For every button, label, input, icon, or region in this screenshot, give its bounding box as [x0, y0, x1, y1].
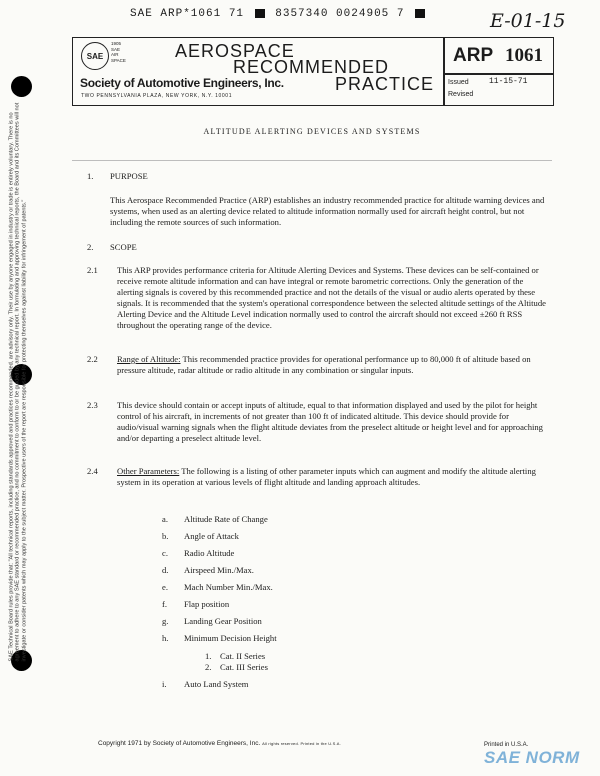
arp-code: ARP: [453, 45, 494, 66]
document-title: ALTITUDE ALERTING DEVICES AND SYSTEMS: [203, 127, 421, 136]
document-code-middle: 8357340 0024905 7: [275, 8, 405, 20]
list-item-text: Airspeed Min./Max.: [184, 565, 254, 575]
header-title-line1: AEROSPACE: [175, 41, 295, 61]
revised-label: Revised: [448, 91, 474, 98]
punch-hole-icon: [11, 76, 32, 97]
barcode-block-icon: [415, 9, 425, 18]
list-item-letter: i.: [162, 679, 167, 689]
section-number: 2.4: [87, 466, 98, 476]
section-paragraph: [117, 466, 549, 488]
list-item-letter: c.: [162, 548, 168, 558]
header-box: [72, 37, 554, 106]
header-title-line3: PRACTICE: [335, 74, 435, 94]
header-divider: [443, 73, 553, 75]
list-item-text: Minimum Decision Height: [184, 633, 277, 643]
issued-date: 11-15-71: [489, 77, 528, 86]
list-item-text: Angle of Attack: [184, 531, 239, 541]
paragraph-text: This recommended practice provides for operational performance up to 80,000 ft of altitude based on pressure altitude, radar altitude or radio altitude in any combination or singular inputs.: [117, 354, 531, 375]
section-number: 1.: [87, 171, 94, 181]
list-item-text: Radio Altitude: [184, 548, 235, 558]
list-item-letter: a.: [162, 514, 168, 524]
sae-norm-stamp: SAE NORM: [484, 748, 580, 767]
issued-label: Issued: [448, 79, 469, 86]
organization-name: Society of Automotive Engineers, Inc.: [80, 76, 284, 90]
arp-number: 1061: [505, 45, 543, 66]
list-item-letter: g.: [162, 616, 169, 626]
sub-item-text: Cat. II Series: [220, 651, 266, 661]
list-item-letter: h.: [162, 633, 169, 643]
section-number: 2.1: [87, 265, 98, 275]
list-item-text: Mach Number Min./Max.: [184, 582, 273, 592]
section-paragraph: This ARP provides performance criteria for Altitude Alerting Devices and Systems. These devices can be self-contained or receive remote altitude information and can have integral or remote barometric corrections. Only the generation of the alerting signals is covered by this recommended practice and not the details of the visual or audio alerts operated by these signals. It is recommended that the system's operational correspondence between the selected altitude settings of the Altitude Alerting Device and the Altitude Level indication normally used to control the aircraft should not exceed ±260 ft RSS throughout the operating range of the device.: [117, 265, 546, 330]
title-rule: [72, 160, 552, 161]
header-divider: [443, 38, 445, 105]
section-number: 2.2: [87, 354, 98, 364]
list-item-letter: f.: [162, 599, 168, 609]
list-item-letter: e.: [162, 582, 168, 592]
list-item-text: Landing Gear Position: [184, 616, 262, 626]
list-item-letter: b.: [162, 531, 169, 541]
copyright-line: Copyright 1971 by Society of Automotive Engineers, Inc. All rights reserved. Printed in the U.S.A.: [98, 740, 341, 747]
barcode-block-icon: [255, 9, 265, 18]
list-item-text: Flap position: [184, 599, 230, 609]
printed-in-usa: Printed in U.S.A.: [484, 742, 529, 748]
sub-item-number: 2.: [205, 662, 212, 672]
section-paragraph: This device should contain or accept inputs of altitude, equal to that information displayed and used by the pilot for height control of his aircraft, in increments of not greater than 100 ft of indicated altitude. This device should provide for audio/visual warning signals when the flight altitude deviates from the preselect altitude or height level and for approaching and/or departing a preselect altitude level.: [117, 400, 543, 443]
copyright-year: 1971: [127, 740, 143, 747]
document-code-line: [130, 8, 428, 20]
handwritten-note: E-01-15: [490, 10, 566, 32]
organization-address: TWO PENNSYLVANIA PLAZA, NEW YORK, N.Y. 10001: [81, 93, 233, 99]
small-print: All rights reserved. Printed in the U.S.A.: [262, 741, 341, 746]
section-heading: PURPOSE: [110, 171, 148, 181]
section-paragraph: This Aerospace Recommended Practice (ARP) establishes an industry recommended practice for altitude warning devices and systems, when used as an alerting device related to altitude information normally used for aircraft height control, but not including the remote sources of such information.: [110, 195, 545, 227]
sae-logo-icon: SAE: [81, 42, 109, 70]
sub-item-text: Cat. III Series: [220, 662, 268, 672]
section-number: 2.3: [87, 400, 98, 410]
paragraph-label: Range of Altitude:: [117, 354, 181, 364]
paragraph-label: Other Parameters:: [117, 466, 180, 476]
section-paragraph: [117, 354, 549, 376]
document-code-left: SAE ARP*1061 71: [130, 8, 245, 20]
side-notice: SAE Technical Board rules provide that: "All technical reports, including standards approved and practices recommended, are advisory only. Their use by anyone engaged in industry or trade is entirely voluntary. There is no agreement to adhere to any SAE standard or recommended practice, and no commitment to conform to or be guided by any technical report. In formulating and approving technical reports, the Board and its Committees will not investigate or consider patents which may apply to the subject matter. Prospective users of the report are responsible for protecting themselves against liability for infringement of patents.": [8, 102, 28, 662]
list-item-text: Auto Land System: [184, 679, 249, 689]
list-item-letter: d.: [162, 565, 169, 575]
sub-item-number: 1.: [205, 651, 212, 661]
logo-side-text: 1905 SAE AIR SPACE: [111, 41, 126, 63]
section-number: 2.: [87, 242, 94, 252]
paragraph-text: The following is a listing of other parameter inputs which can augment and modify the altitude alerting system in its operation at various levels of flight altitude and landing approach altitudes.: [117, 466, 536, 487]
section-heading: SCOPE: [110, 242, 137, 252]
header-title-line2: RECOMMENDED: [233, 57, 390, 77]
list-item-text: Altitude Rate of Change: [184, 514, 268, 524]
